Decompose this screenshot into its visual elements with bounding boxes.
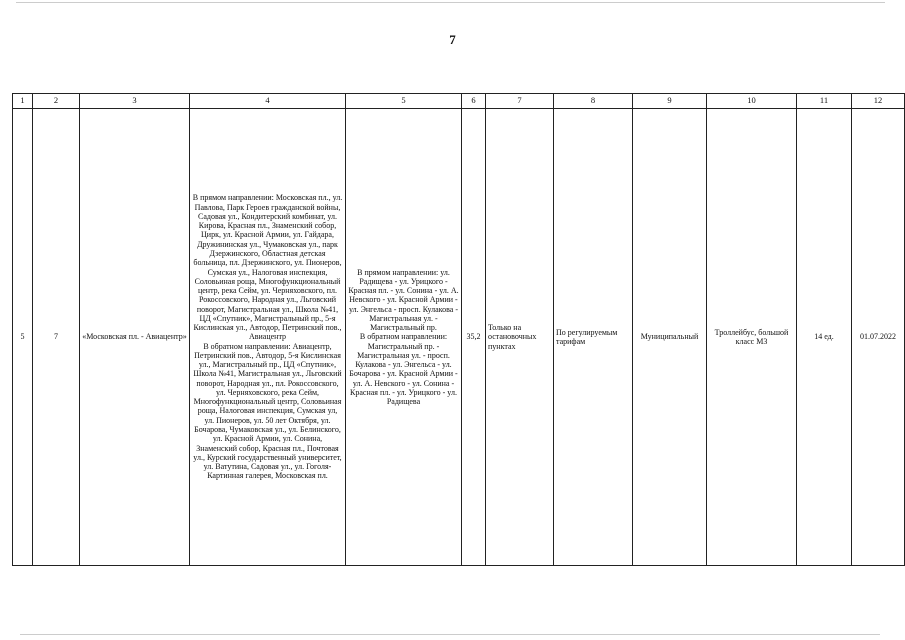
col-header-5: 5	[346, 94, 462, 109]
col-header-3: 3	[80, 94, 190, 109]
bottom-scan-edge	[20, 634, 880, 635]
col-header-11: 11	[797, 94, 852, 109]
intermediate-stops	[190, 109, 346, 566]
vehicle-type: Троллейбус, большой класс М3	[707, 109, 797, 566]
carrier-type: Муниципальный	[633, 109, 707, 566]
start-date: 01.07.2022	[852, 109, 905, 566]
col-header-2: 2	[33, 94, 80, 109]
stop-order: Только на остановочных пунктах	[486, 109, 554, 566]
col-header-12: 12	[852, 94, 905, 109]
tariff-type: По регулируемым тарифам	[554, 109, 633, 566]
col-header-6: 6	[462, 94, 486, 109]
table-row	[13, 109, 905, 566]
page-number: 7	[449, 32, 456, 47]
col-header-10: 10	[707, 94, 797, 109]
top-scan-edge	[16, 2, 885, 3]
route-number: 7	[33, 109, 80, 566]
route-registry-table	[12, 93, 905, 566]
registration-number: 5	[13, 109, 33, 566]
route-streets	[346, 109, 462, 566]
route-name: «Московская пл. - Авиацентр»	[80, 109, 190, 566]
col-header-8: 8	[554, 94, 633, 109]
col-header-4: 4	[190, 94, 346, 109]
route-length: 35,2	[462, 109, 486, 566]
streets-backward: В обратном направлении: Магистральный пр. - Магистральная ул. - просп. Кулакова - ул. Энгельса - ул. Бочарова - ул. Красной Армии - ул. А. Невского - ул. Сонина - Красная пл. - ул. Урицкого - ул. Радищева	[349, 332, 458, 407]
col-header-1: 1	[13, 94, 33, 109]
col-header-9: 9	[633, 94, 707, 109]
vehicle-count: 14 ед.	[797, 109, 852, 566]
stops-forward: В прямом направлении: Московская пл., ул. Павлова, Парк Героев гражданской войны, Садовая ул., Кондитерский комбинат, ул. Кирова, Красная пл., Знаменский собор, Цирк, ул. Красной Армии, ул. Гайдара, Дружининская ул., Чумаковская ул., парк Дзержинского, Областная детская больница, пл. Дзержинского, ул. Пионеров, Сумская ул., Налоговая инспекция, Соловьиная роща, Многофункциональный центр, река Сейм, ул. Черняховского, пл. Рокоссовского, Народная ул., Льговский поворот, Магистральная ул., Школа №41, ЦД «Спутник», Магистральный пр., 5-я Кислинская ул., Автодор, Петринский пов., Авиацентр	[192, 193, 343, 342]
col-header-7: 7	[486, 94, 554, 109]
stops-backward: В обратном направлении: Авиацентр, Петринский пов., Автодор, 5-я Кислинская ул., Магистральный пр., ЦД «Спутник», Школа №41, Магистральная ул., Льговский поворот, Народная ул., пл. Рокоссовского, ул. Черняховского, река Сейм, Многофункциональный центр, Соловьиная роща, Налоговая инспекция, Сумская ул, ул. Пионеров, ул. 50 лет Октября, ул. Бочарова, Чумаковская ул., ул. Белинского, ул. Красной Армии, ул. Сонина, Знаменский собор, Красная пл., Почтовая ул., Курский государственный университет, ул. Ватутина, Садовая ул., ул. Гоголя-Картинная галерея, Московская пл.	[193, 341, 342, 481]
header-row	[13, 94, 905, 109]
streets-forward: В прямом направлении: ул. Радищева - ул. Урицкого - Красная пл. - ул. Сонина - ул. А. Невского - ул. Красной Армии - ул. Энгельса - просп. Кулакова - Магистральная ул. - Магистральный пр.	[348, 267, 459, 333]
